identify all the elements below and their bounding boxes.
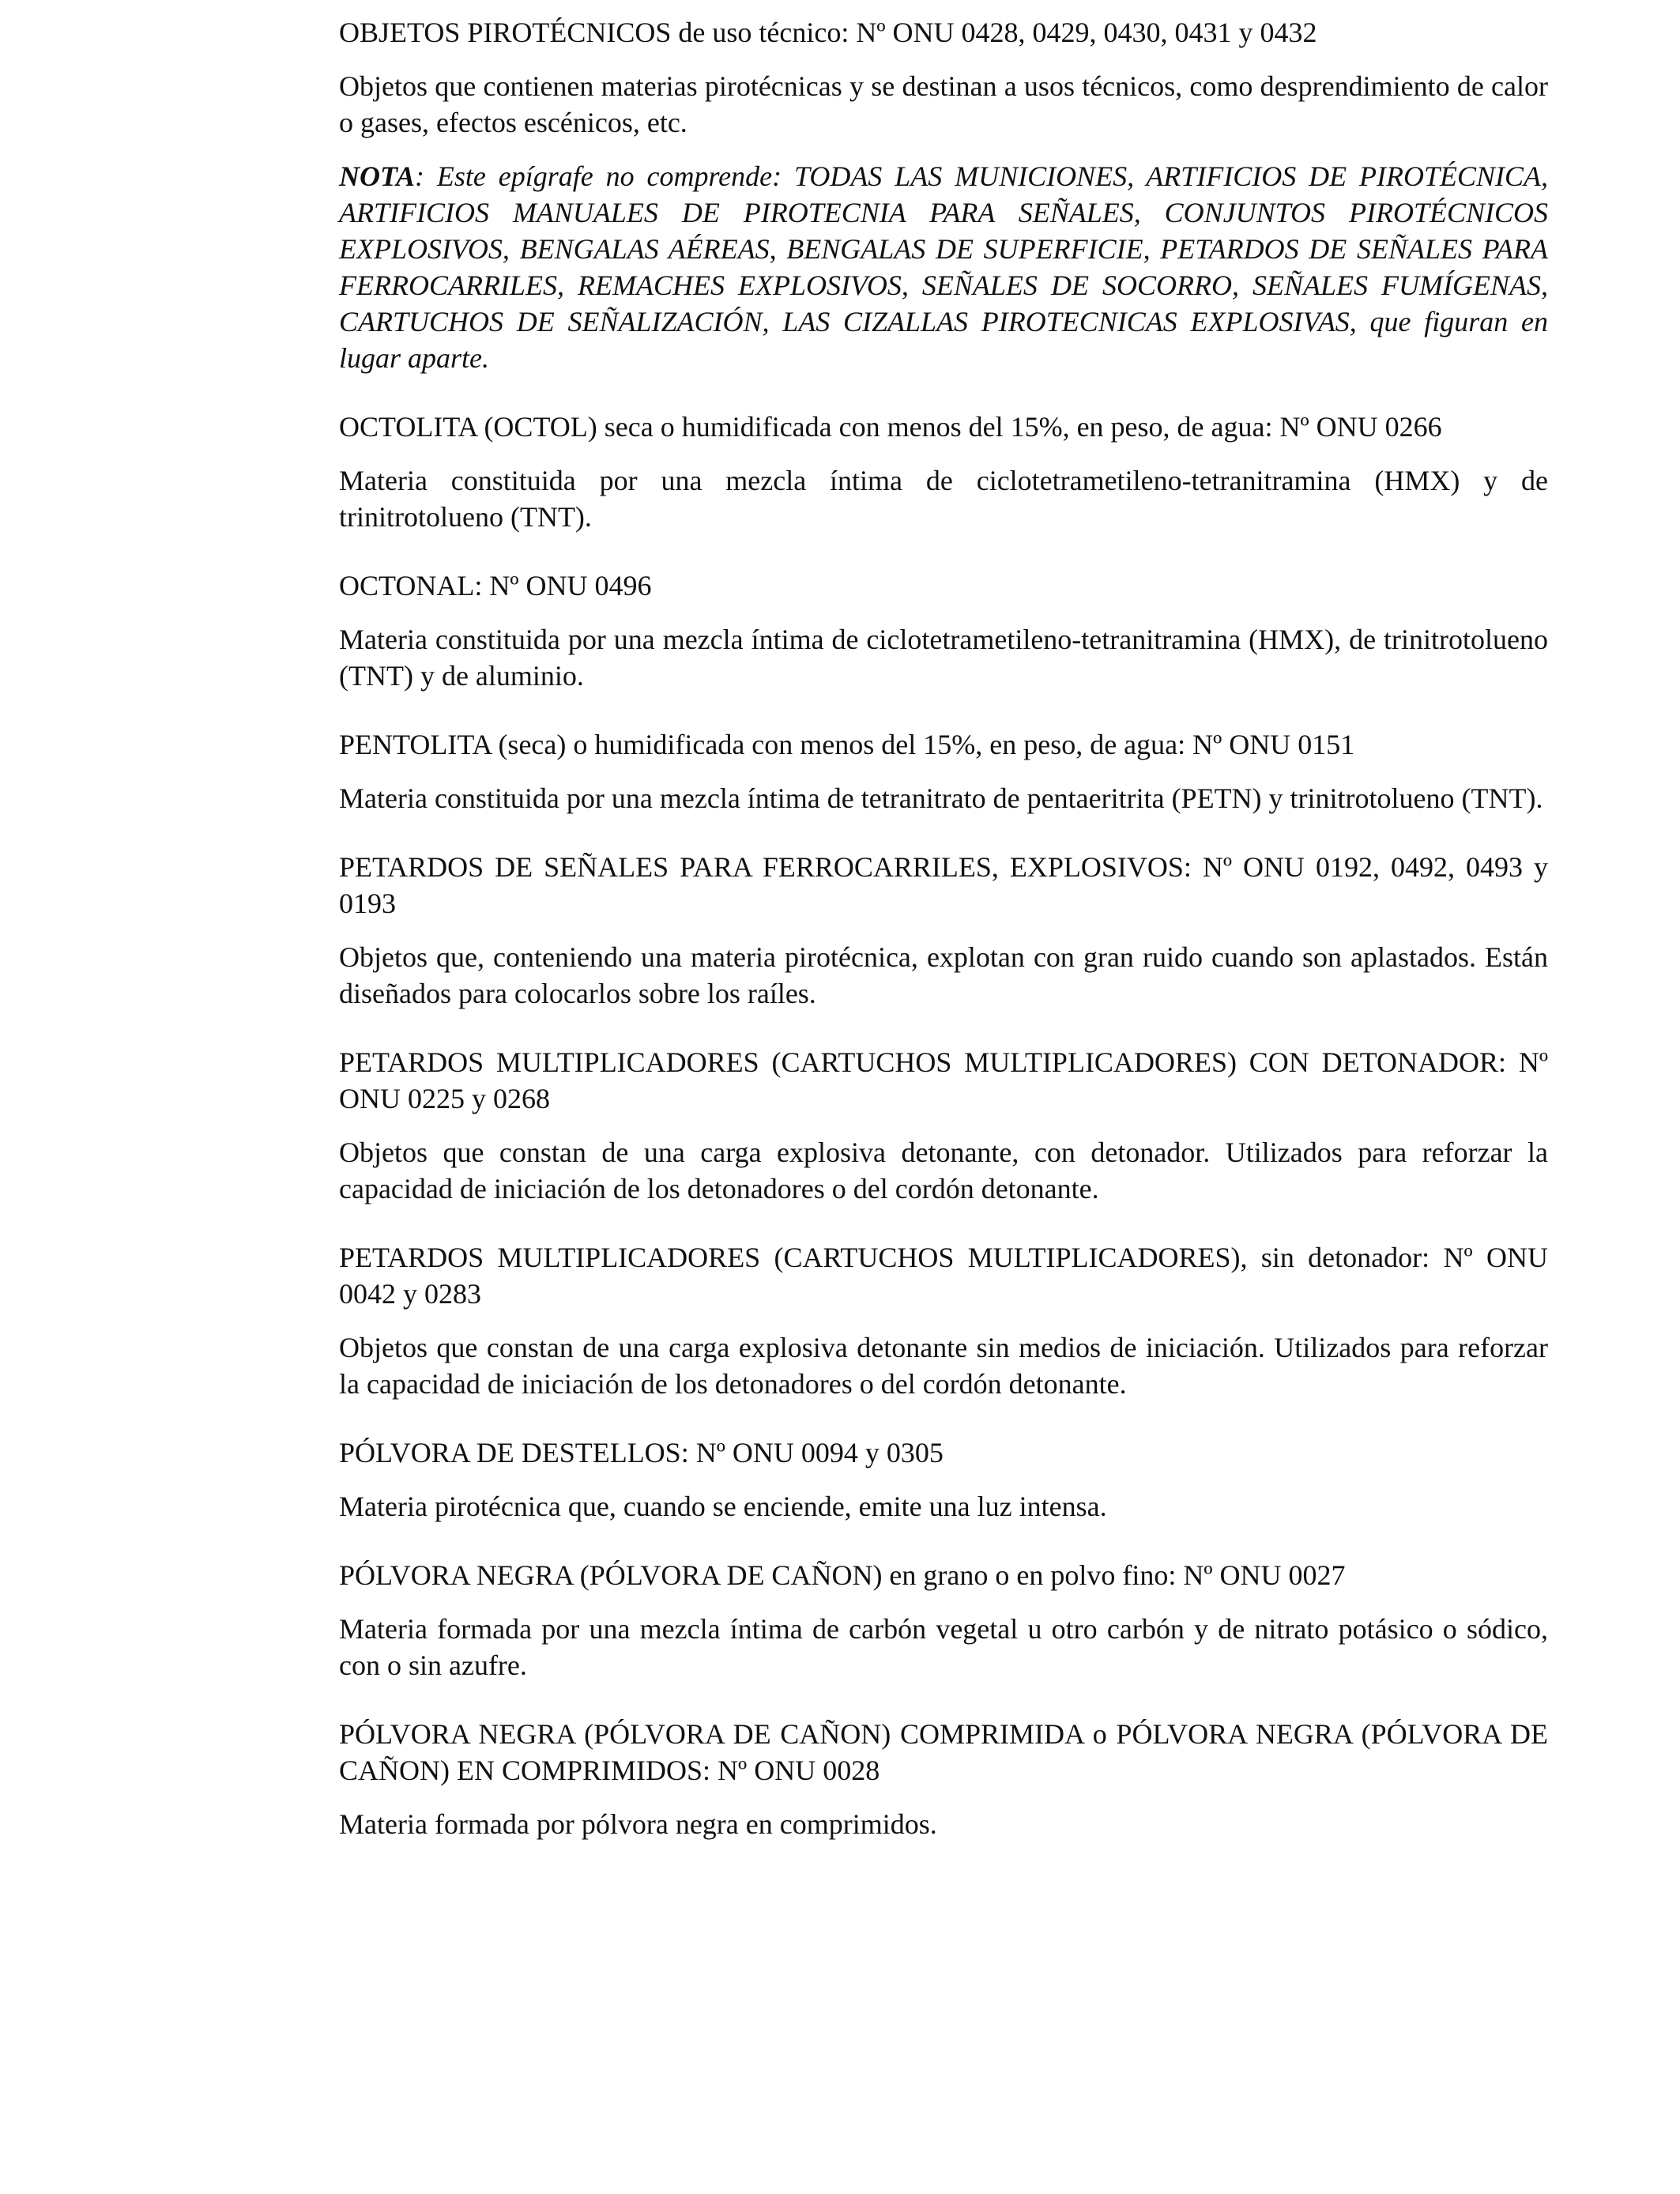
entry-petardos-multiplicadores-sin-detonador bbox=[339, 1239, 1548, 1402]
entry-heading: PETARDOS MULTIPLICADORES (CARTUCHOS MULTIPLICADORES) CON DETONADOR: Nº ONU 0225 y 0268 bbox=[339, 1046, 1548, 1114]
entry-description: Objetos que constan de una carga explosiva detonante, con detonador. Utilizados para reforzar la capacidad de iniciación de los detonadores o del cordón detonante. bbox=[339, 1137, 1548, 1204]
note-label: NOTA bbox=[339, 160, 416, 192]
entry-objetos-pirotecnicos bbox=[339, 14, 1548, 376]
entry-polvora-negra-comprimida bbox=[339, 1716, 1548, 1842]
entry-heading: OCTOLITA (OCTOL) seca o humidificada con menos del 15%, en peso, de agua: Nº ONU 0266 bbox=[339, 411, 1442, 443]
entry-description: Materia formada por pólvora negra en comprimidos. bbox=[339, 1808, 937, 1840]
entry-heading: PÓLVORA DE DESTELLOS: Nº ONU 0094 y 0305 bbox=[339, 1437, 944, 1468]
entry-description: Materia constituida por una mezcla íntima de ciclotetrametileno-tetranitramina (HMX), de trinitrotolueno (TNT) y de aluminio. bbox=[339, 624, 1548, 692]
entry-description: Materia constituida por una mezcla íntima de tetranitrato de pentaeritrita (PETN) y trinitrotolueno (TNT). bbox=[339, 782, 1543, 814]
document-page bbox=[339, 14, 1548, 1842]
entry-heading: PENTOLITA (seca) o humidificada con menos del 15%, en peso, de agua: Nº ONU 0151 bbox=[339, 729, 1355, 760]
entry-description: Materia pirotécnica que, cuando se enciende, emite una luz intensa. bbox=[339, 1491, 1107, 1522]
entry-octolita bbox=[339, 409, 1548, 535]
entry-petardos-multiplicadores-con-detonador bbox=[339, 1044, 1548, 1207]
entry-polvora-negra-grano bbox=[339, 1557, 1548, 1683]
entry-heading: OCTONAL: Nº ONU 0496 bbox=[339, 570, 652, 601]
entry-note bbox=[339, 158, 1548, 376]
entry-description: Objetos que constan de una carga explosiva detonante sin medios de iniciación. Utilizados para reforzar la capacidad de iniciación de los detonadores o del cordón detonante. bbox=[339, 1332, 1548, 1400]
entry-petardos-senales bbox=[339, 849, 1548, 1012]
note-text: : Este epígrafe no comprende: TODAS LAS MUNICIONES, ARTIFICIOS DE PIROTÉCNICA, ARTIFICIOS MANUALES DE PIROTECNIA PARA SEÑALES, CONJUNTOS PIROTÉCNICOS EXPLOSIVOS, BENGALAS AÉREAS, BENGALAS DE SUPERFICIE, PETARDOS DE SEÑALES PARA FERROCARRILES, REMACHES EXPLOSIVOS, SEÑALES DE SOCORRO, SEÑALES FUMÍGENAS, CARTUCHOS DE SEÑALIZACIÓN, LAS CIZALLAS PIROTECNICAS EXPLOSIVAS, que figuran en lugar aparte. bbox=[339, 160, 1548, 374]
entry-heading: PÓLVORA NEGRA (PÓLVORA DE CAÑON) COMPRIMIDA o PÓLVORA NEGRA (PÓLVORA DE CAÑON) EN COMPRIMIDOS: Nº ONU 0028 bbox=[339, 1718, 1548, 1786]
entry-description: Materia formada por una mezcla íntima de carbón vegetal u otro carbón y de nitrato potásico o sódico, con o sin azufre. bbox=[339, 1613, 1548, 1681]
entry-polvora-destellos bbox=[339, 1434, 1548, 1525]
entry-description: Objetos que, conteniendo una materia pirotécnica, explotan con gran ruido cuando son aplastados. Están diseñados para colocarlos sobre los raíles. bbox=[339, 941, 1548, 1009]
entry-heading: PETARDOS MULTIPLICADORES (CARTUCHOS MULTIPLICADORES), sin detonador: Nº ONU 0042 y 0283 bbox=[339, 1242, 1548, 1310]
entry-description: Materia constituida por una mezcla íntima de ciclotetrametileno-tetranitramina (HMX) y de trinitrotolueno (TNT). bbox=[339, 465, 1548, 533]
entry-heading: PETARDOS DE SEÑALES PARA FERROCARRILES, EXPLOSIVOS: Nº ONU 0192, 0492, 0493 y 0193 bbox=[339, 851, 1548, 919]
entry-octonal bbox=[339, 567, 1548, 694]
entry-pentolita bbox=[339, 726, 1548, 816]
entry-description: Objetos que contienen materias pirotécnicas y se destinan a usos técnicos, como desprendimiento de calor o gases, efectos escénicos, etc. bbox=[339, 70, 1548, 138]
entry-heading: OBJETOS PIROTÉCNICOS de uso técnico: Nº ONU 0428, 0429, 0430, 0431 y 0432 bbox=[339, 17, 1317, 48]
entry-heading: PÓLVORA NEGRA (PÓLVORA DE CAÑON) en grano o en polvo fino: Nº ONU 0027 bbox=[339, 1559, 1346, 1591]
